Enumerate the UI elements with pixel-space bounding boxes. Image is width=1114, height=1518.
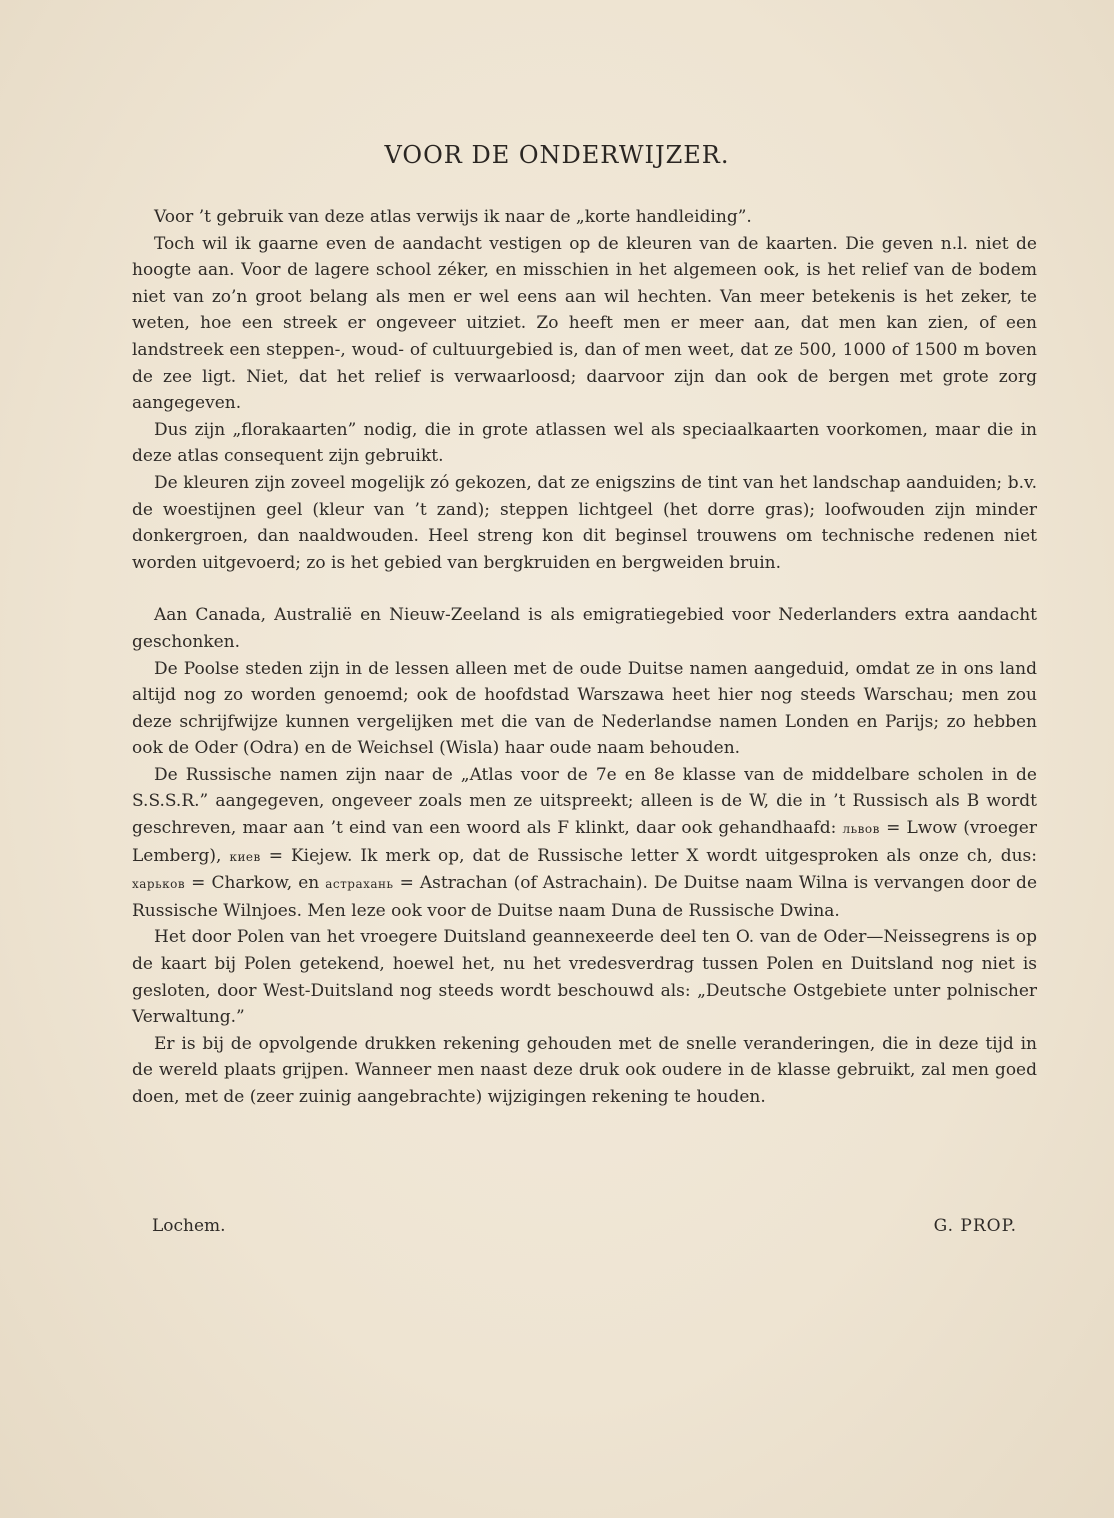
cyrillic-word: киев — [229, 849, 261, 864]
paragraph-russische-namen — [132, 762, 1037, 925]
text-run: = Charkow, en — [185, 873, 326, 894]
text-run: = Lwow (vroeger Lemberg), — [132, 818, 1037, 866]
paragraph-gap — [132, 576, 1037, 602]
cyrillic-word: харьков — [132, 877, 186, 892]
paragraph-poolse-steden: De Poolse steden zijn in de lessen alleen met de oude Duitse namen aangeduid, omdat ze in ons land altijd nog zo worden genoemd; ook de hoofdstad Warszawa heet hier nog steeds Warschau; men zou deze schrijfwijze kunnen vergelijken met die van de Nederlandse namen Londen en Parijs; zo hebben ook de Oder (Odra) en de Weichsel (Wisla) haar oude naam behouden. — [132, 658, 1037, 759]
paragraph-handleiding: Voor ’t gebruik van deze atlas verwijs ik naar de „korte handleiding”. — [154, 207, 752, 227]
footer — [152, 1216, 1017, 1246]
paragraph-tint: De kleuren zijn zoveel mogelijk zó gekozen, dat ze enigszins de tint van het landschap aanduiden; b.v. de woestijnen geel (kleur van ’t zand); steppen lichtgeel (het dorre gras); loofwouden zijn minder donkergroen, dan naaldwouden. Heel streng kon dit beginsel trouwens om technische redenen niet worden uitgevoerd; zo is het gebied van bergkruiden en bergweiden bruin. — [132, 472, 1037, 573]
author-signature: G. PROP. — [933, 1216, 1017, 1236]
paragraph-oder-neisse: Het door Polen van het vroegere Duitsland geannexeerde deel ten O. van de Oder—Neissegrens is op de kaart bij Polen getekend, hoewel het, nu het vredesverdrag tussen Polen en Duitsland nog niet is gesloten, door West-Duitsland nog steeds wordt beschouwd als: „Deutsche Ostgebiete unter polnischer Verwaltung.” — [132, 927, 1037, 1028]
paragraph-florakaarten: Dus zijn „florakaarten” nodig, die in grote atlassen wel als speciaalkaarten voorkomen, maar die in deze atlas consequent zijn gebruikt. — [132, 419, 1037, 467]
page-title: VOOR DE ONDERWIJZER. — [384, 141, 730, 169]
cyrillic-word: львов — [842, 822, 880, 837]
text-run: De Russische namen zijn naar de „Atlas voor de 7e en 8e klasse van de middelbare scholen in de S.S.S.R.” aangegeven, ongeveer zoals men ze uitspreekt; alleen is de W, die in ’t Russisch als B wordt geschreven, maar aan ’t eind van een woord als F klinkt, daar ook gehandhaafd: — [132, 764, 1037, 839]
text-run: = Kiejew. Ik merk op, dat de Russische letter X wordt uitgesproken als onze ch, dus: — [260, 845, 1037, 866]
paragraph-emigratie: Aan Canada, Australië en Nieuw-Zeeland is als emigratiegebied voor Nederlanders extra aandacht geschonken. — [132, 605, 1037, 652]
paragraph-kleuren: Toch wil ik gaarne even de aandacht vestigen op de kleuren van de kaarten. Die geven n.l. niet de hoogte aan. Voor de lagere school zéker, en misschien in het algemeen ook, is het relief van de bodem niet van zo’n groot belang als men er wel eens aan wil hechten. Van meer betekenis is het zeker, te weten, hoe een streek er ongeveer uitziet. Zo heeft men er meer aan, dat men kan zien, of een landstreek een steppen-, woud- of cultuurgebied is, dan of men weet, dat ze 500, 1000 of 1500 m boven de zee ligt. Niet, dat het relief is verwaarloosd; daarvoor zijn dan ook de bergen met grote zorg aangegeven. — [132, 233, 1037, 414]
place-name: Lochem. — [152, 1216, 226, 1236]
cyrillic-word: астрахань — [325, 877, 394, 892]
body-text — [132, 204, 1037, 1111]
paragraph-drukken: Er is bij de opvolgende drukken rekening gehouden met de snelle veranderingen, die in deze tijd in de wereld plaats grijpen. Wanneer men naast deze druk ook oudere in de klasse gebruikt, zal men goed doen, met de (zeer zuinig aangebrachte) wijzigingen rekening te houden. — [132, 1033, 1037, 1107]
text-run: = Astrachan (of Astrachain). De Duitse naam Wilna is vervangen door de Russische Wilnjoes. Men leze ook voor de Duitse naam Duna de Russische Dwina. — [132, 873, 1038, 921]
